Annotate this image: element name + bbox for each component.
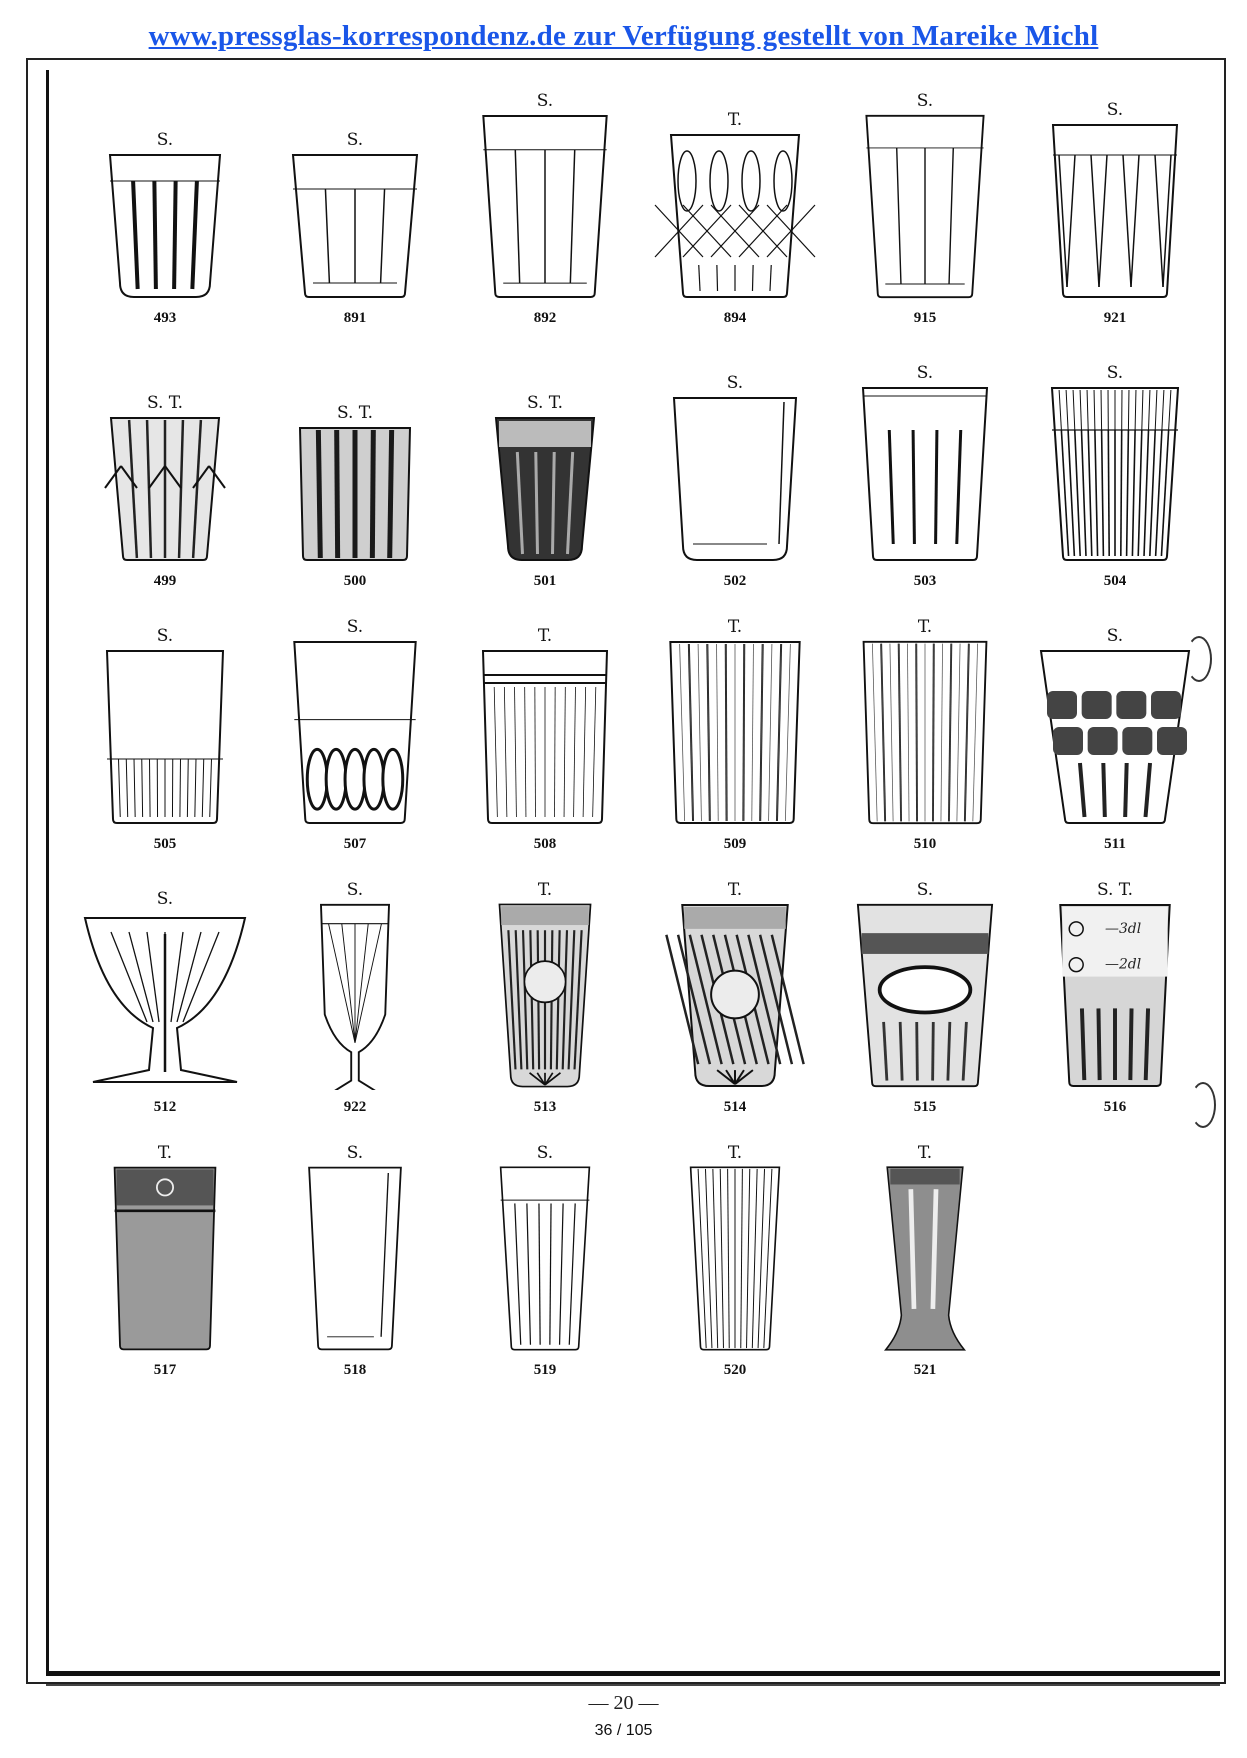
finish-mark: S. bbox=[156, 889, 174, 909]
model-number: 516 bbox=[1103, 1099, 1127, 1115]
catalog-item-499 bbox=[70, 353, 260, 616]
catalog-item-512 bbox=[70, 879, 260, 1142]
glass-illustration bbox=[270, 151, 440, 301]
finish-mark: T. bbox=[727, 110, 743, 130]
glass-illustration bbox=[460, 112, 630, 301]
catalog-item-511 bbox=[1020, 616, 1210, 879]
catalog-item-500 bbox=[260, 353, 450, 616]
pdf-page-counter: 36 / 105 bbox=[594, 1722, 653, 1739]
measure-engraving-text: —3dl bbox=[1105, 920, 1142, 937]
finish-mark: S. bbox=[536, 91, 554, 111]
glass-illustration bbox=[80, 414, 250, 564]
model-number: 894 bbox=[723, 310, 747, 326]
model-number: 520 bbox=[723, 1362, 747, 1378]
model-number: 915 bbox=[913, 310, 937, 326]
glass-illustration bbox=[80, 910, 250, 1090]
model-number: 892 bbox=[533, 310, 557, 326]
model-number: 502 bbox=[723, 573, 747, 589]
printed-page-number: — 20 — bbox=[588, 1692, 659, 1714]
model-number: 515 bbox=[913, 1099, 937, 1115]
catalog-item-508 bbox=[450, 616, 640, 879]
finish-mark: T. bbox=[727, 1143, 743, 1163]
catalog-item-507 bbox=[260, 616, 450, 879]
catalog-item-915 bbox=[830, 90, 1020, 353]
model-number: 512 bbox=[153, 1099, 177, 1115]
glass-illustration bbox=[270, 1164, 440, 1353]
catalog-item-891 bbox=[260, 90, 450, 353]
model-number: 517 bbox=[153, 1362, 177, 1378]
glass-illustration bbox=[840, 638, 1010, 827]
finish-mark: S. bbox=[1106, 363, 1124, 383]
model-number: 521 bbox=[913, 1362, 937, 1378]
catalog-item-516 bbox=[1020, 879, 1210, 1142]
finish-mark: T. bbox=[727, 880, 743, 900]
glass-illustration bbox=[650, 1164, 820, 1353]
catalog-item-517 bbox=[70, 1142, 260, 1405]
glass-illustration bbox=[840, 1164, 1010, 1353]
finish-mark: T. bbox=[917, 617, 933, 637]
finish-mark: S. T. bbox=[146, 393, 184, 413]
catalog-item-513 bbox=[450, 879, 640, 1142]
glass-illustration bbox=[1030, 647, 1200, 827]
measure-engraving-text: —2dl bbox=[1105, 956, 1142, 973]
model-number: 922 bbox=[343, 1099, 367, 1115]
finish-mark: S. bbox=[916, 91, 934, 111]
model-number: 511 bbox=[1104, 836, 1126, 852]
model-number: 509 bbox=[723, 836, 747, 852]
catalog-item-892 bbox=[450, 90, 640, 353]
glass-illustration bbox=[270, 424, 440, 564]
finish-mark: T. bbox=[537, 626, 553, 646]
glass-illustration bbox=[1030, 901, 1200, 1090]
catalog-item-514 bbox=[640, 879, 830, 1142]
finish-mark: S. T. bbox=[1096, 880, 1134, 900]
model-number: 514 bbox=[723, 1099, 747, 1115]
glass-illustration bbox=[270, 638, 440, 827]
plate-bottom-rule bbox=[46, 1684, 1220, 1686]
finish-mark: S. bbox=[1106, 100, 1124, 120]
model-number: 513 bbox=[533, 1099, 557, 1115]
glass-illustration bbox=[460, 647, 630, 827]
source-link-header[interactable]: www.pressglas-korrespondenz.de zur Verfügung gestellt von Mareike Michl bbox=[148, 20, 1099, 52]
glass-illustration bbox=[650, 638, 820, 827]
finish-mark: S. bbox=[346, 1143, 364, 1163]
glass-illustration bbox=[650, 394, 820, 564]
finish-mark: S. bbox=[346, 880, 364, 900]
glass-illustration bbox=[1030, 121, 1200, 301]
model-number: 508 bbox=[533, 836, 557, 852]
model-number: 493 bbox=[153, 310, 177, 326]
glass-illustration bbox=[840, 901, 1010, 1090]
glassware-catalog-grid bbox=[70, 90, 1210, 1670]
finish-mark: S. bbox=[1106, 626, 1124, 646]
catalog-item-493 bbox=[70, 90, 260, 353]
glass-illustration bbox=[80, 647, 250, 827]
catalog-item-510 bbox=[830, 616, 1020, 879]
model-number: 505 bbox=[153, 836, 177, 852]
finish-mark: S. bbox=[156, 130, 174, 150]
glass-illustration bbox=[650, 901, 820, 1090]
catalog-item-922 bbox=[260, 879, 450, 1142]
finish-mark: S. bbox=[726, 373, 744, 393]
model-number: 921 bbox=[1103, 310, 1127, 326]
model-number: 519 bbox=[533, 1362, 557, 1378]
finish-mark: S. T. bbox=[336, 403, 374, 423]
finish-mark: S. T. bbox=[526, 393, 564, 413]
catalog-item-894 bbox=[640, 90, 830, 353]
catalog-item-518 bbox=[260, 1142, 450, 1405]
catalog-item-521 bbox=[830, 1142, 1020, 1405]
model-number: 501 bbox=[533, 573, 557, 589]
glass-illustration bbox=[1030, 384, 1200, 564]
finish-mark: T. bbox=[917, 1143, 933, 1163]
glass-illustration bbox=[650, 131, 820, 301]
catalog-item-520 bbox=[640, 1142, 830, 1405]
finish-mark: S. bbox=[346, 617, 364, 637]
model-number: 500 bbox=[343, 573, 367, 589]
finish-mark: S. bbox=[346, 130, 364, 150]
glass-illustration bbox=[80, 1164, 250, 1353]
catalog-item-515 bbox=[830, 879, 1020, 1142]
model-number: 504 bbox=[1103, 573, 1127, 589]
glass-illustration bbox=[460, 414, 630, 564]
model-number: 510 bbox=[913, 836, 937, 852]
finish-mark: T. bbox=[157, 1143, 173, 1163]
catalog-item-501 bbox=[450, 353, 640, 616]
glass-illustration bbox=[460, 901, 630, 1090]
model-number: 891 bbox=[343, 310, 367, 326]
glass-illustration bbox=[840, 112, 1010, 301]
catalog-item-921 bbox=[1020, 90, 1210, 353]
model-number: 503 bbox=[913, 573, 937, 589]
glass-illustration bbox=[80, 151, 250, 301]
glass-illustration bbox=[840, 384, 1010, 564]
catalog-item-505 bbox=[70, 616, 260, 879]
catalog-item-504 bbox=[1020, 353, 1210, 616]
catalog-item-519 bbox=[450, 1142, 640, 1405]
finish-mark: S. bbox=[156, 626, 174, 646]
model-number: 518 bbox=[343, 1362, 367, 1378]
model-number: 499 bbox=[153, 573, 177, 589]
catalog-item-509 bbox=[640, 616, 830, 879]
finish-mark: T. bbox=[727, 617, 743, 637]
glass-illustration bbox=[460, 1164, 630, 1353]
glass-illustration bbox=[270, 901, 440, 1090]
finish-mark: S. bbox=[536, 1143, 554, 1163]
finish-mark: S. bbox=[916, 363, 934, 383]
finish-mark: S. bbox=[916, 880, 934, 900]
catalog-item-502 bbox=[640, 353, 830, 616]
catalog-item-503 bbox=[830, 353, 1020, 616]
model-number: 507 bbox=[343, 836, 367, 852]
finish-mark: T. bbox=[537, 880, 553, 900]
